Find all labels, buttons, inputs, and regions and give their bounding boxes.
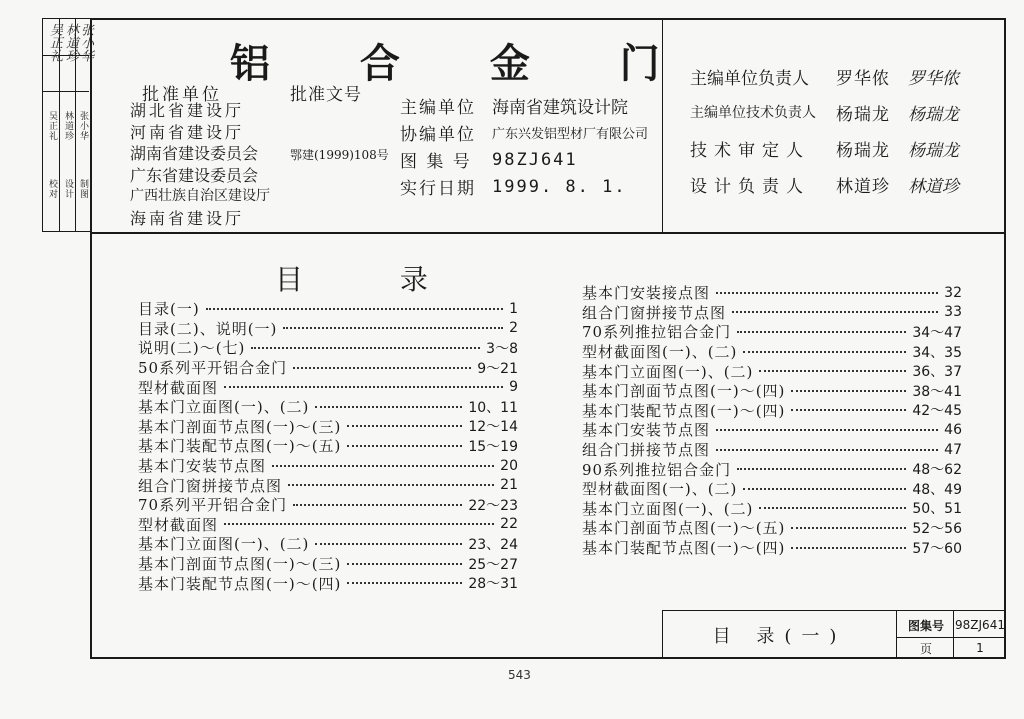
strip-divider [43, 91, 89, 92]
toc-entry-label: 基本门安装接点图 [582, 284, 711, 303]
toc-title: 目 录 [275, 263, 472, 296]
signature-check: 吴正礼 [47, 23, 62, 62]
meta-row-effective-date [400, 173, 648, 200]
editor-role: 技术审定人 [690, 140, 810, 161]
toc-entry-page: 20 [500, 457, 518, 474]
toc-entry-page: 3～8 [486, 340, 518, 357]
toc-entry [138, 319, 518, 339]
toc-entry-label: 型材截面图 [138, 378, 219, 397]
atlas-label: 图集号 [907, 618, 944, 633]
toc-entry-page: 22～23 [468, 497, 518, 514]
toc-entry-label: 目录(二)、说明(一) [138, 319, 278, 338]
toc-leader-dots [293, 504, 462, 506]
toc-entry [582, 440, 962, 460]
toc-entry [582, 538, 962, 558]
editor-signature: 罗华侬 [908, 68, 959, 89]
toc-leader-dots [347, 563, 462, 565]
toc-entry-page: 50、51 [912, 501, 962, 518]
editor-role: 主编单位技术负责人 [690, 105, 816, 121]
toc-entry-label: 50系列平开铝合金门 [138, 359, 288, 378]
toc-entry-page: 38～41 [912, 383, 962, 400]
toc-leader-dots [315, 543, 462, 545]
toc-left-column [138, 299, 518, 593]
toc-entry-label: 型材截面图(一)、(二) [582, 343, 738, 362]
toc-entry-label: 基本门装配节点图(一)～(五) [138, 437, 342, 456]
toc-entry-page: 42～45 [912, 403, 962, 420]
toc-entry-label: 基本门剖面节点图(一)～(三) [138, 417, 342, 436]
page-value: 1 [976, 641, 984, 655]
toc-entry-label: 基本门装配节点图(一)～(四) [138, 574, 342, 593]
strip-name-draw: 张小华 [78, 111, 88, 141]
toc-entry [138, 417, 518, 437]
toc-leader-dots [759, 370, 906, 372]
toc-entry [138, 377, 518, 397]
toc-leader-dots [224, 523, 494, 525]
toc-entry-page: 22 [500, 516, 518, 533]
meta-value: 广东兴发铝型材厂有限公司 [492, 127, 649, 142]
toc-entry-label: 型材截面图 [138, 515, 219, 534]
toc-entry [138, 397, 518, 417]
toc-entry-page: 36、37 [912, 364, 962, 381]
toc-entry-label: 基本门安装节点图 [138, 457, 267, 476]
approval-strip [42, 18, 93, 232]
approval-unit: 海南省建设厅 [130, 208, 245, 228]
toc-entry [582, 459, 962, 479]
meta-label: 协编单位 [400, 125, 476, 145]
toc-entry-label: 组合门窗拼接节点图 [138, 476, 283, 495]
toc-leader-dots [737, 468, 906, 470]
page-title: 铝 合 金 门 [230, 41, 698, 87]
toc-entry-label: 说明(二)～(七) [138, 339, 246, 358]
editor-row [690, 94, 959, 130]
toc-entry [582, 479, 962, 499]
toc-entry-page: 1 [509, 300, 518, 317]
toc-entry-label: 70系列平开铝合金门 [138, 496, 288, 515]
toc-leader-dots [743, 488, 906, 490]
editor-role: 设计负责人 [690, 176, 810, 197]
toc-entry-label: 基本门剖面节点图(一)～(五) [582, 519, 786, 538]
toc-entry [582, 381, 962, 401]
toc-entry-label: 90系列推拉铝合金门 [582, 460, 732, 479]
toc-entry [138, 436, 518, 456]
strip-label-design: 设计 [63, 179, 73, 199]
toc-entry-label: 70系列推拉铝合金门 [582, 323, 732, 342]
approval-units-list [130, 100, 270, 229]
header-divider [90, 232, 1006, 234]
toc-right-column [582, 283, 962, 557]
editor-row [690, 58, 959, 94]
approval-number: 鄂建(1999)108号 [290, 148, 389, 162]
toc-entry-page: 23、24 [468, 536, 518, 553]
meta-value: 98ZJ641 [492, 149, 578, 170]
approval-unit: 湖北省建设厅 [130, 101, 245, 120]
toc-entry-page: 2 [509, 320, 518, 337]
meta-row-chief-editor [400, 92, 648, 119]
toc-entry [582, 342, 962, 362]
editor-signature: 林道珍 [908, 176, 959, 197]
toc-entry-label: 基本门立面图(一)、(二) [582, 362, 754, 381]
editor-name: 杨瑞龙 [836, 140, 890, 161]
signature-design: 林道珍 [63, 23, 78, 62]
toc-leader-dots [272, 465, 494, 467]
editor-row [690, 130, 959, 166]
signature-draw: 张小华 [78, 23, 93, 62]
toc-leader-dots [716, 429, 938, 431]
editor-signature: 杨瑞龙 [908, 140, 959, 161]
responsible-persons [690, 58, 959, 202]
toc-entry-label: 基本门装配节点图(一)～(四) [582, 539, 786, 558]
toc-entry-label: 基本门剖面节点图(一)～(四) [582, 382, 786, 401]
toc-leader-dots [347, 582, 462, 584]
toc-entry-page: 10、11 [468, 399, 518, 416]
toc-leader-dots [737, 331, 906, 333]
sheet-title: 目 录(一) [663, 611, 897, 658]
toc-entry-label: 基本门装配节点图(一)～(四) [582, 401, 786, 420]
toc-entry [138, 515, 518, 535]
meta-label: 图 集 号 [400, 152, 472, 172]
toc-entry [138, 358, 518, 378]
toc-entry-label: 组合门窗拼接节点图 [582, 303, 727, 322]
toc-entry [138, 299, 518, 319]
toc-entry-page: 15～19 [468, 438, 518, 455]
toc-leader-dots [791, 390, 906, 392]
editor-row [690, 166, 959, 202]
strip-name-design: 林道珍 [63, 111, 73, 141]
meta-label: 主编单位 [400, 98, 476, 118]
meta-value: 海南省建筑设计院 [492, 98, 628, 118]
toc-entry [582, 361, 962, 381]
toc-entry-page: 9 [509, 379, 518, 396]
toc-entry [138, 456, 518, 476]
toc-entry-page: 57～60 [912, 540, 962, 557]
toc-entry-label: 基本门立面图(一)、(二) [138, 398, 310, 417]
approval-number-heading: 批准文号 [290, 85, 362, 105]
toc-entry-label: 基本门立面图(一)、(二) [582, 499, 754, 518]
toc-entry-label: 目录(一) [138, 300, 200, 319]
toc-entry [138, 475, 518, 495]
approval-unit: 湖南省建设委员会 [130, 144, 259, 163]
toc-leader-dots [293, 367, 471, 369]
toc-leader-dots [716, 449, 938, 451]
toc-entry [582, 420, 962, 440]
toc-entry-page: 48～62 [912, 462, 962, 479]
meta-row-co-editor [400, 119, 648, 146]
toc-entry [582, 518, 962, 538]
meta-row-atlas-number [400, 146, 648, 173]
toc-entry-page: 34～47 [912, 324, 962, 341]
toc-leader-dots [791, 409, 906, 411]
toc-leader-dots [288, 484, 494, 486]
toc-entry-label: 基本门立面图(一)、(二) [138, 535, 310, 554]
toc-entry-page: 48、49 [912, 481, 962, 498]
toc-leader-dots [743, 351, 906, 353]
toc-entry-label: 基本门安装节点图 [582, 421, 711, 440]
editor-name: 杨瑞龙 [836, 104, 890, 125]
toc-entry [138, 554, 518, 574]
toc-entry [138, 534, 518, 554]
toc-leader-dots [791, 527, 906, 529]
toc-leader-dots [347, 445, 462, 447]
strip-label-draw: 制图 [78, 179, 88, 199]
toc-entry-page: 52～56 [912, 520, 962, 537]
toc-entry-page: 21 [500, 477, 518, 494]
toc-leader-dots [224, 386, 503, 388]
toc-entry [582, 322, 962, 342]
page-label: 页 [919, 641, 932, 656]
toc-entry [582, 303, 962, 323]
toc-leader-dots [732, 311, 938, 313]
strip-label-check: 校对 [47, 179, 57, 199]
toc-entry-page: 46 [944, 421, 962, 438]
toc-leader-dots [347, 425, 462, 427]
toc-entry-page: 12～14 [468, 419, 518, 436]
project-meta [400, 92, 648, 200]
approval-unit: 广西壮族自治区建设厅 [130, 188, 270, 204]
atlas-value: 98ZJ641 [955, 618, 1005, 632]
editor-name: 林道珍 [836, 176, 890, 197]
toc-entry-label: 基本门剖面节点图(一)～(三) [138, 555, 342, 574]
approval-unit: 广东省建设委员会 [130, 165, 259, 185]
toc-leader-dots [283, 327, 503, 329]
editor-name: 罗华侬 [836, 68, 890, 89]
toc-leader-dots [759, 507, 906, 509]
toc-entry-page: 25～27 [468, 556, 518, 573]
toc-entry [582, 283, 962, 303]
toc-entry-page: 47 [944, 441, 962, 458]
toc-entry [138, 495, 518, 515]
toc-entry-page: 9～21 [477, 360, 518, 377]
toc-entry-label: 组合门拼接节点图 [582, 441, 711, 460]
toc-entry-label: 型材截面图(一)、(二) [582, 480, 738, 499]
toc-entry [138, 338, 518, 358]
toc-entry-page: 34、35 [912, 344, 962, 361]
toc-leader-dots [315, 406, 462, 408]
strip-name-check: 吴正礼 [47, 111, 57, 141]
toc-leader-dots [791, 547, 906, 549]
toc-leader-dots [716, 292, 938, 294]
meta-label: 实行日期 [400, 179, 476, 199]
approval-unit: 河南省建设厅 [130, 122, 245, 142]
editor-role: 主编单位负责人 [690, 68, 809, 89]
toc-entry-page: 28～31 [468, 576, 518, 593]
meta-value: 1999. 8. 1. [492, 176, 627, 197]
toc-entry-page: 32 [944, 284, 962, 301]
page-number: 543 [508, 668, 531, 682]
title-block [662, 610, 1006, 659]
toc-entry [582, 499, 962, 519]
toc-entry [138, 573, 518, 593]
editor-signature: 杨瑞龙 [908, 104, 959, 125]
approval-units-heading: 批准单位 [142, 85, 222, 105]
toc-leader-dots [251, 347, 480, 349]
toc-leader-dots [206, 308, 503, 310]
toc-entry-page: 33 [944, 304, 962, 321]
toc-entry [582, 401, 962, 421]
